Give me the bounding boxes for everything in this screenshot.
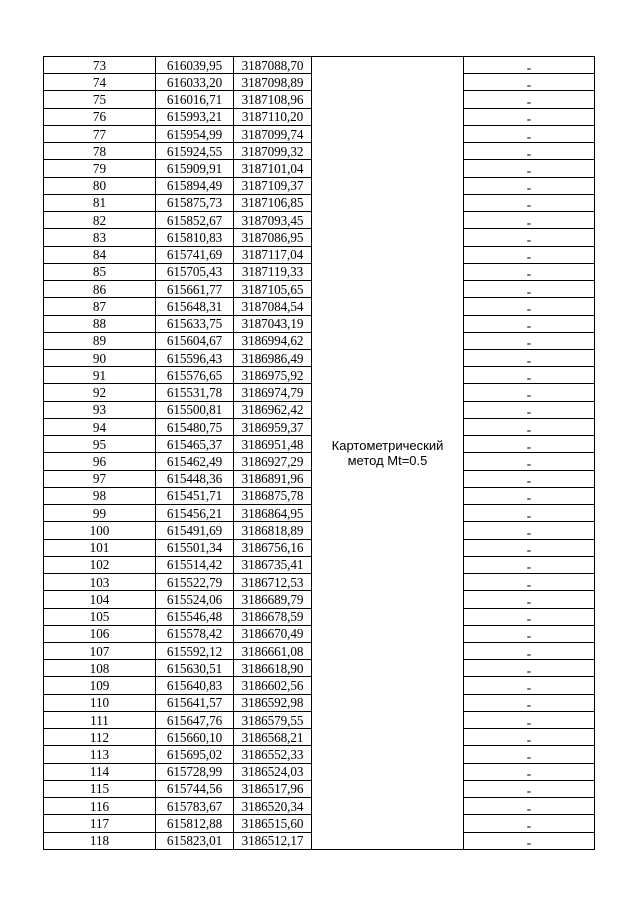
note-dash: - — [526, 369, 532, 384]
y-coordinate-cell: 3186959,37 — [234, 418, 312, 435]
y-coordinate-cell: 3186875,78 — [234, 487, 312, 504]
x-coordinate-cell: 615810,83 — [156, 229, 234, 246]
x-coordinate-cell: 615592,12 — [156, 642, 234, 659]
note-dash: - — [526, 524, 532, 540]
note-dash: - — [526, 318, 532, 333]
note-dash: - — [526, 628, 532, 643]
y-coordinate-cell: 3187098,89 — [234, 74, 312, 91]
note-cell — [464, 57, 595, 74]
note-dash: - — [526, 817, 532, 833]
y-coordinate-cell: 3186975,92 — [234, 367, 312, 384]
point-number-cell: 77 — [44, 125, 156, 142]
note-cell — [464, 505, 595, 522]
y-coordinate-cell: 3187099,74 — [234, 125, 312, 142]
note-cell — [464, 729, 595, 746]
note-cell — [464, 436, 595, 453]
y-coordinate-cell: 3187084,54 — [234, 298, 312, 315]
y-coordinate-cell: 3187043,19 — [234, 315, 312, 332]
y-coordinate-cell: 3186974,79 — [234, 384, 312, 401]
x-coordinate-cell: 615705,43 — [156, 263, 234, 280]
note-cell — [464, 108, 595, 125]
note-cell — [464, 677, 595, 694]
x-coordinate-cell: 616033,20 — [156, 74, 234, 91]
method-line-1: Картометрический — [331, 437, 444, 453]
method-cell — [312, 57, 464, 850]
point-number-cell: 80 — [44, 177, 156, 194]
note-dash: - — [526, 611, 532, 626]
note-cell — [464, 539, 595, 556]
x-coordinate-cell: 615812,88 — [156, 815, 234, 832]
note-dash: - — [526, 197, 532, 212]
point-number-cell: 89 — [44, 332, 156, 349]
x-coordinate-cell: 615954,99 — [156, 125, 234, 142]
point-number-cell: 83 — [44, 229, 156, 246]
note-dash: - — [526, 456, 532, 471]
point-number-cell: 116 — [44, 798, 156, 815]
y-coordinate-cell: 3187106,85 — [234, 194, 312, 211]
note-cell — [464, 487, 595, 504]
note-dash: - — [526, 593, 532, 608]
point-number-cell: 84 — [44, 246, 156, 263]
y-coordinate-cell: 3186735,41 — [234, 556, 312, 573]
note-dash: - — [526, 645, 532, 660]
note-cell — [464, 642, 595, 659]
x-coordinate-cell: 615647,76 — [156, 711, 234, 728]
y-coordinate-cell: 3186756,16 — [234, 539, 312, 556]
note-dash: - — [526, 249, 532, 264]
x-coordinate-cell: 615823,01 — [156, 832, 234, 849]
note-cell — [464, 746, 595, 763]
x-coordinate-cell: 615633,75 — [156, 315, 234, 332]
point-number-cell: 97 — [44, 470, 156, 487]
x-coordinate-cell: 615604,67 — [156, 332, 234, 349]
point-number-cell: 110 — [44, 694, 156, 711]
point-number-cell: 92 — [44, 384, 156, 401]
x-coordinate-cell: 615875,73 — [156, 194, 234, 211]
note-dash: - — [526, 438, 532, 453]
note-dash: - — [526, 94, 532, 109]
x-coordinate-cell: 615660,10 — [156, 729, 234, 746]
y-coordinate-cell: 3186552,33 — [234, 746, 312, 763]
note-dash: - — [526, 714, 532, 729]
x-coordinate-cell: 615783,67 — [156, 798, 234, 815]
note-dash: - — [526, 335, 532, 350]
note-cell — [464, 194, 595, 211]
point-number-cell: 79 — [44, 160, 156, 177]
x-coordinate-cell: 615501,34 — [156, 539, 234, 556]
x-coordinate-cell: 616016,71 — [156, 91, 234, 108]
note-cell — [464, 625, 595, 642]
note-cell — [464, 74, 595, 91]
note-cell — [464, 418, 595, 435]
point-number-cell: 91 — [44, 367, 156, 384]
point-number-cell: 99 — [44, 505, 156, 522]
y-coordinate-cell: 3187101,04 — [234, 160, 312, 177]
x-coordinate-cell: 615728,99 — [156, 763, 234, 780]
coordinates-table — [43, 56, 595, 850]
note-cell — [464, 798, 595, 815]
x-coordinate-cell: 615894,49 — [156, 177, 234, 194]
point-number-cell: 105 — [44, 608, 156, 625]
point-number-cell: 114 — [44, 763, 156, 780]
x-coordinate-cell: 615514,42 — [156, 556, 234, 573]
note-dash: - — [526, 783, 532, 798]
note-dash: - — [526, 404, 532, 419]
x-coordinate-cell: 615852,67 — [156, 212, 234, 229]
note-cell — [464, 246, 595, 263]
point-number-cell: 100 — [44, 522, 156, 539]
x-coordinate-cell: 615695,02 — [156, 746, 234, 763]
point-number-cell: 117 — [44, 815, 156, 832]
point-number-cell: 94 — [44, 418, 156, 435]
note-cell — [464, 384, 595, 401]
y-coordinate-cell: 3186515,60 — [234, 815, 312, 832]
y-coordinate-cell: 3186864,95 — [234, 505, 312, 522]
point-number-cell: 95 — [44, 436, 156, 453]
note-cell — [464, 608, 595, 625]
x-coordinate-cell: 615578,42 — [156, 625, 234, 642]
note-cell — [464, 711, 595, 728]
x-coordinate-cell: 615456,21 — [156, 505, 234, 522]
x-coordinate-cell: 615909,91 — [156, 160, 234, 177]
x-coordinate-cell: 615491,69 — [156, 522, 234, 539]
point-number-cell: 96 — [44, 453, 156, 470]
note-cell — [464, 263, 595, 280]
y-coordinate-cell: 3186618,90 — [234, 660, 312, 677]
note-cell — [464, 832, 595, 849]
x-coordinate-cell: 615448,36 — [156, 470, 234, 487]
note-dash: - — [526, 387, 532, 402]
table-row — [44, 57, 595, 74]
note-cell — [464, 522, 595, 539]
x-coordinate-cell: 615744,56 — [156, 780, 234, 797]
note-cell — [464, 815, 595, 832]
y-coordinate-cell: 3186678,59 — [234, 608, 312, 625]
note-cell — [464, 780, 595, 797]
x-coordinate-cell: 615524,06 — [156, 591, 234, 608]
point-number-cell: 112 — [44, 729, 156, 746]
y-coordinate-cell: 3186689,79 — [234, 591, 312, 608]
point-number-cell: 103 — [44, 574, 156, 591]
y-coordinate-cell: 3186927,29 — [234, 453, 312, 470]
point-number-cell: 85 — [44, 263, 156, 280]
note-cell — [464, 160, 595, 177]
note-dash: - — [526, 231, 532, 247]
x-coordinate-cell: 615630,51 — [156, 660, 234, 677]
point-number-cell: 109 — [44, 677, 156, 694]
y-coordinate-cell: 3186670,49 — [234, 625, 312, 642]
note-cell — [464, 556, 595, 573]
note-dash: - — [526, 76, 532, 91]
point-number-cell: 81 — [44, 194, 156, 211]
point-number-cell: 115 — [44, 780, 156, 797]
y-coordinate-cell: 3187117,04 — [234, 246, 312, 263]
note-dash: - — [526, 163, 532, 178]
note-cell — [464, 349, 595, 366]
note-dash: - — [526, 507, 532, 522]
note-cell — [464, 91, 595, 108]
y-coordinate-cell: 3186712,53 — [234, 574, 312, 591]
note-dash: - — [526, 662, 532, 677]
point-number-cell: 76 — [44, 108, 156, 125]
note-cell — [464, 229, 595, 246]
y-coordinate-cell: 3186520,34 — [234, 798, 312, 815]
y-coordinate-cell: 3187093,45 — [234, 212, 312, 229]
note-cell — [464, 315, 595, 332]
x-coordinate-cell: 616039,95 — [156, 57, 234, 74]
y-coordinate-cell: 3186962,42 — [234, 401, 312, 418]
note-dash: - — [526, 128, 532, 143]
point-number-cell: 73 — [44, 57, 156, 74]
note-cell — [464, 143, 595, 160]
note-dash: - — [526, 421, 532, 436]
note-cell — [464, 470, 595, 487]
point-number-cell: 104 — [44, 591, 156, 608]
y-coordinate-cell: 3186661,08 — [234, 642, 312, 659]
x-coordinate-cell: 615596,43 — [156, 349, 234, 366]
note-dash: - — [526, 559, 532, 574]
point-number-cell: 86 — [44, 281, 156, 298]
y-coordinate-cell: 3186568,21 — [234, 729, 312, 746]
note-dash: - — [526, 266, 532, 281]
point-number-cell: 111 — [44, 711, 156, 728]
note-dash: - — [526, 490, 532, 505]
x-coordinate-cell: 615924,55 — [156, 143, 234, 160]
point-number-cell: 93 — [44, 401, 156, 418]
x-coordinate-cell: 615641,57 — [156, 694, 234, 711]
note-cell — [464, 453, 595, 470]
note-dash: - — [526, 180, 532, 195]
x-coordinate-cell: 615500,81 — [156, 401, 234, 418]
x-coordinate-cell: 615462,49 — [156, 453, 234, 470]
y-coordinate-cell: 3186986,49 — [234, 349, 312, 366]
y-coordinate-cell: 3186891,96 — [234, 470, 312, 487]
x-coordinate-cell: 615661,77 — [156, 281, 234, 298]
point-number-cell: 102 — [44, 556, 156, 573]
y-coordinate-cell: 3187088,70 — [234, 57, 312, 74]
x-coordinate-cell: 615531,78 — [156, 384, 234, 401]
note-cell — [464, 332, 595, 349]
point-number-cell: 106 — [44, 625, 156, 642]
y-coordinate-cell: 3187108,96 — [234, 91, 312, 108]
method-line-2: метод Mt=0.5 — [347, 452, 428, 468]
note-cell — [464, 298, 595, 315]
note-dash: - — [526, 697, 532, 712]
point-number-cell: 78 — [44, 143, 156, 160]
x-coordinate-cell: 615648,31 — [156, 298, 234, 315]
y-coordinate-cell: 3186592,98 — [234, 694, 312, 711]
point-number-cell: 88 — [44, 315, 156, 332]
note-dash: - — [526, 766, 532, 781]
note-dash: - — [526, 352, 532, 367]
point-number-cell: 87 — [44, 298, 156, 315]
point-number-cell: 74 — [44, 74, 156, 91]
point-number-cell: 113 — [44, 746, 156, 763]
x-coordinate-cell: 615451,71 — [156, 487, 234, 504]
note-cell — [464, 694, 595, 711]
note-dash: - — [526, 111, 532, 126]
y-coordinate-cell: 3186517,96 — [234, 780, 312, 797]
y-coordinate-cell: 3187110,20 — [234, 108, 312, 125]
note-dash: - — [526, 731, 532, 746]
note-dash: - — [526, 300, 532, 316]
point-number-cell: 118 — [44, 832, 156, 849]
note-cell — [464, 763, 595, 780]
point-number-cell: 75 — [44, 91, 156, 108]
x-coordinate-cell: 615465,37 — [156, 436, 234, 453]
note-dash: - — [526, 576, 532, 591]
y-coordinate-cell: 3186951,48 — [234, 436, 312, 453]
note-dash: - — [526, 835, 532, 850]
y-coordinate-cell: 3187109,37 — [234, 177, 312, 194]
x-coordinate-cell: 615480,75 — [156, 418, 234, 435]
x-coordinate-cell: 615640,83 — [156, 677, 234, 694]
document-page — [43, 56, 595, 850]
note-dash: - — [526, 542, 532, 557]
x-coordinate-cell: 615741,69 — [156, 246, 234, 263]
note-dash: - — [526, 800, 532, 815]
note-cell — [464, 660, 595, 677]
y-coordinate-cell: 3186602,56 — [234, 677, 312, 694]
note-cell — [464, 281, 595, 298]
note-dash: - — [526, 145, 532, 160]
y-coordinate-cell: 3186524,03 — [234, 763, 312, 780]
note-cell — [464, 367, 595, 384]
point-number-cell: 107 — [44, 642, 156, 659]
note-dash: - — [526, 214, 532, 229]
y-coordinate-cell: 3187099,32 — [234, 143, 312, 160]
x-coordinate-cell: 615522,79 — [156, 574, 234, 591]
point-number-cell: 108 — [44, 660, 156, 677]
note-dash: - — [526, 748, 532, 764]
note-dash: - — [526, 473, 532, 488]
x-coordinate-cell: 615576,65 — [156, 367, 234, 384]
y-coordinate-cell: 3186818,89 — [234, 522, 312, 539]
y-coordinate-cell: 3187119,33 — [234, 263, 312, 280]
note-cell — [464, 574, 595, 591]
point-number-cell: 101 — [44, 539, 156, 556]
y-coordinate-cell: 3186512,17 — [234, 832, 312, 849]
x-coordinate-cell: 615993,21 — [156, 108, 234, 125]
note-cell — [464, 125, 595, 142]
y-coordinate-cell: 3187105,65 — [234, 281, 312, 298]
x-coordinate-cell: 615546,48 — [156, 608, 234, 625]
point-number-cell: 98 — [44, 487, 156, 504]
note-dash: - — [526, 283, 532, 298]
note-cell — [464, 212, 595, 229]
coordinates-table-body — [44, 57, 595, 850]
note-dash: - — [526, 59, 532, 74]
point-number-cell: 82 — [44, 212, 156, 229]
y-coordinate-cell: 3187086,95 — [234, 229, 312, 246]
y-coordinate-cell: 3186579,55 — [234, 711, 312, 728]
note-dash: - — [526, 680, 532, 695]
note-cell — [464, 177, 595, 194]
note-cell — [464, 591, 595, 608]
point-number-cell: 90 — [44, 349, 156, 366]
y-coordinate-cell: 3186994,62 — [234, 332, 312, 349]
note-cell — [464, 401, 595, 418]
